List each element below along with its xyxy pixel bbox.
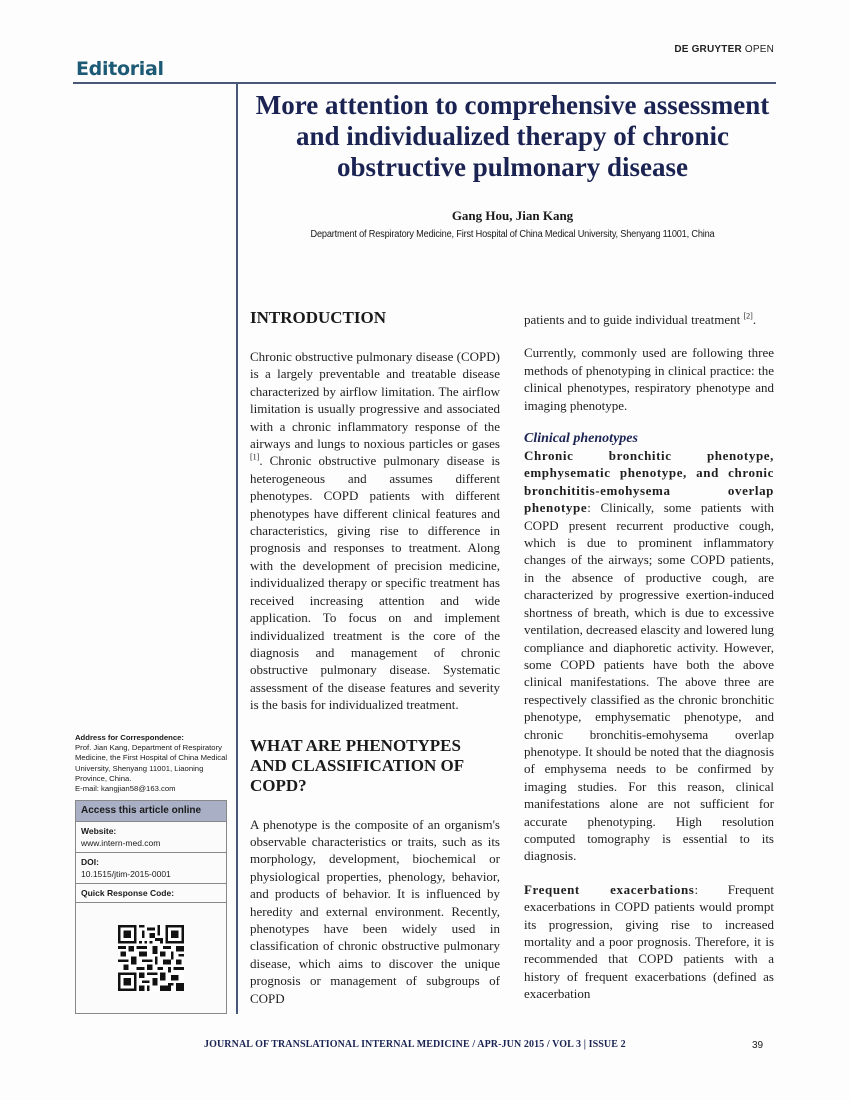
continued-text-end: . [752, 312, 757, 327]
clinical-runin-heading: Chronic bronchitic phenotype, emphysematic phenotype, and chronic bronchititis-emohysema overlap phenotype [524, 448, 774, 516]
citation-2[interactable]: [2] [743, 311, 753, 321]
exacerbations-paragraph [524, 881, 774, 1003]
intro-text-b: . Chronic obstructive pulmonary disease is heterogeneous and assumes different phenotypes. COPD patients with different phenotypes have different clinical features and characteristics, giving rise to difference in prognosis and responses to treatment. Along with the development of precision medicine, individualized therapy or specific treatment has received increasing attention and wide application. To focus on and implement individualized treatment is the core of the diagnosis and management of chronic obstructive pulmonary disease. Systematic assessment of the disease features and severity is the basis for individualized treatment. [250, 453, 500, 713]
exacerbations-text: : Frequent exacerbations in COPD patients would prompt its progression, giving rise to increased mortality and a poor prognosis. Therefore, it is recommended that COPD patients with a history of frequent exacerbations (defined as exacerbation [524, 881, 775, 1002]
heading-introduction: INTRODUCTION [250, 308, 387, 327]
access-heading: Access this article online [76, 801, 226, 822]
publisher-suffix: OPEN [741, 44, 774, 55]
correspondence-heading: Address for Correspondence: [75, 733, 184, 742]
heading-phenotypes: WHAT ARE PHENOTYPES AND CLASSIFICATION OF COPD? [250, 735, 464, 795]
body-column-left [250, 308, 500, 1007]
continued-text: patients and to guide individual treatment [524, 312, 744, 327]
phenotype-paragraph: A phenotype is the composite of an organism's observable characteristics or traits, such as its morphology, development, biochemical or physiological properties, phenology, behavior, and products of behavior. It is influenced by heredity and external environment. Recently, phenotypes have been widely used in classification of chronic obstructive pulmonary disease, which aims to discover the unique prognosis or management of subgroups of COPD [250, 816, 500, 1006]
correspondence-block [75, 733, 230, 794]
continued-paragraph [524, 311, 774, 328]
qr-row [76, 884, 226, 903]
clinical-text: : Clinically, some patients with COPD present recurrent productive cough, which is due to prominent inflammatory changes of the airways; some COPD patients, in the absence of productive cough, are characterized by progressive exertion-induced shortness of breath, which is due to excessive ventilation, decreased elascity and lowered lung compliance and diaphoretic activity. However, some COPD patients have both the above clinical manifestations. The above three are respectively classified as the chronic bronchitic phenotype, emphysematic phenotype, and chronic bronchitis-emohysema overlap phenotype. It should be noted that the diagnosis of emphysema needs to be confirmed by imaging studies. For this reason, clinical manifestations alone are not sufficient for accurate phenotyping. High resolution computed tomography is essential to its diagnosis. [524, 500, 774, 864]
website-row [76, 822, 226, 853]
website-label: Website: [81, 826, 117, 836]
section-label: Editorial [76, 58, 164, 80]
qr-label: Quick Response Code: [81, 888, 175, 898]
doi-link[interactable]: 10.1515/jtim-2015-0001 [81, 869, 171, 879]
article-affiliation: Department of Respiratory Medicine, First Hospital of China Medical University, Shenyang 11001, China [310, 229, 715, 240]
header-divider [73, 82, 776, 84]
correspondence-email[interactable]: E-mail: kangjian58@163.com [75, 784, 176, 794]
heading-clinical-phenotypes: Clinical phenotypes [524, 431, 638, 447]
journal-footer: JOURNAL OF TRANSLATIONAL INTERNAL MEDICINE / APR-JUN 2015 / VOL 3 | ISSUE 2 [204, 1039, 626, 1050]
clinical-paragraph [524, 447, 774, 865]
website-link[interactable]: www.intern-med.com [81, 838, 161, 848]
citation-1[interactable]: [1] [250, 453, 260, 463]
article-title: More attention to comprehensive assessment and individualized therapy of chronic obstructive pulmonary disease [255, 90, 770, 182]
doi-row [76, 853, 226, 884]
methods-paragraph: Currently, commonly used are following three methods of phenotyping in clinical practice: the clinical phenotypes, respiratory phenotype and imaging phenotype. [524, 345, 774, 413]
publisher-logo [674, 44, 774, 55]
doi-label: DOI: [81, 857, 99, 867]
correspondence-text: Prof. Jian Kang, Department of Respiratory Medicine, the First Hospital of China Medical University, Shenyang 11001, Liaoning Province, China. [75, 743, 228, 783]
qr-code-icon[interactable] [118, 925, 184, 991]
intro-paragraph [250, 348, 500, 714]
body-column-right [524, 311, 774, 1003]
exacerbations-runin-heading: Frequent exacerbations [524, 881, 695, 897]
article-authors: Gang Hou, Jian Kang [451, 208, 574, 223]
page-number: 39 [752, 1040, 764, 1051]
publisher-name: DE GRUYTER [674, 44, 742, 55]
intro-text-a: Chronic obstructive pulmonary disease (COPD) is a largely preventable and treatable disease characterized by airflow limitation. The airflow limitation is usually progressive and associated with a chronic inflammatory response of the airways and lungs to noxious particles or gases [250, 349, 500, 452]
access-online-box [75, 800, 227, 1014]
column-divider [236, 82, 238, 1014]
